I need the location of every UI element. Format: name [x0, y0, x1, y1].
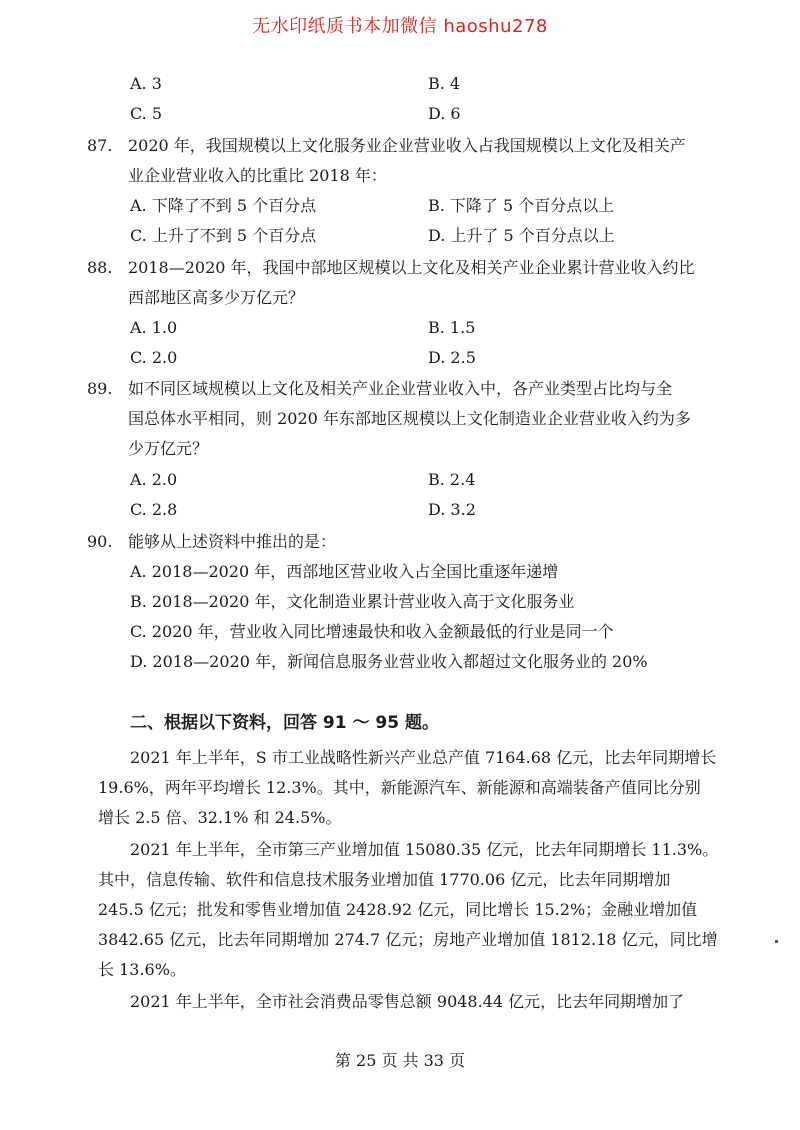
- para-3-line-1: 2021 年上半年，全市社会消费品零售总额 9048.44 亿元，比去年同期增加了: [130, 992, 685, 1011]
- q88-number: 88.: [87, 258, 113, 277]
- q88-option-b[interactable]: B. 1.5: [428, 318, 476, 337]
- q86-option-b[interactable]: B. 4: [428, 74, 461, 93]
- q89-number: 89.: [87, 379, 113, 398]
- q88-option-a[interactable]: A. 1.0: [130, 318, 178, 337]
- q89-option-d[interactable]: D. 3.2: [428, 500, 476, 519]
- watermark-text: 无水印纸质书本加微信 haoshu278: [252, 16, 548, 37]
- q88-stem-line-2: 西部地区高多少万亿元？: [128, 288, 305, 307]
- q90-stem-line-1: 能够从上述资料中推出的是：: [128, 532, 337, 551]
- q90-option-c[interactable]: C. 2020 年，营业收入同比增速最快和收入金额最低的行业是同一个: [130, 622, 614, 641]
- q89-option-b[interactable]: B. 2.4: [428, 470, 476, 489]
- para-1-line-1: 2021 年上半年，S 市工业战略性新兴产业总产值 7164.68 亿元，比去年同期增长: [130, 748, 717, 767]
- para-1-line-2: 19.6%，两年平均增长 12.3%。其中，新能源汽车、新能源和高端装备产值同比分别: [98, 778, 701, 797]
- q87-stem-line-1: 2020 年，我国规模以上文化服务业企业营业收入占我国规模以上文化及相关产: [128, 136, 686, 155]
- q88-option-c[interactable]: C. 2.0: [130, 348, 178, 367]
- para-2-line-4: 3842.65 亿元，比去年同期增加 274.7 亿元；房地产业增加值 1812.18 亿元，同比增: [98, 930, 718, 949]
- q87-option-c[interactable]: C. 上升了不到 5 个百分点: [130, 226, 317, 245]
- q90-option-d[interactable]: D. 2018—2020 年，新闻信息服务业营业收入都超过文化服务业的 20%: [130, 652, 648, 671]
- para-1-line-3: 增长 2.5 倍、32.1% 和 24.5%。: [98, 808, 342, 827]
- q87-number: 87.: [87, 136, 113, 155]
- q89-stem-line-3: 少万亿元？: [128, 439, 209, 458]
- q88-option-d[interactable]: D. 2.5: [428, 348, 476, 367]
- q90-number: 90.: [87, 532, 113, 551]
- q89-stem-line-2: 国总体水平相同，则 2020 年东部地区规模以上文化制造业企业营业收入约为多: [128, 409, 691, 428]
- scan-speck: [775, 940, 778, 943]
- page-footer: 第 25 页 共 33 页: [334, 1051, 466, 1070]
- para-2-line-1: 2021 年上半年，全市第三产业增加值 15080.35 亿元，比去年同期增长 11.3%。: [130, 840, 719, 859]
- q87-option-d[interactable]: D. 上升了 5 个百分点以上: [428, 226, 615, 245]
- q90-option-b[interactable]: B. 2018—2020 年，文化制造业累计营业收入高于文化服务业: [130, 592, 575, 611]
- para-2-line-2: 其中，信息传输、软件和信息技术服务业增加值 1770.06 亿元，比去年同期增加: [98, 870, 671, 889]
- para-2-line-5: 长 13.6%。: [98, 960, 186, 979]
- q86-option-a[interactable]: A. 3: [130, 74, 162, 93]
- q86-option-d[interactable]: D. 6: [428, 104, 461, 123]
- q87-stem-line-2: 业企业营业收入的比重比 2018 年：: [128, 166, 387, 185]
- q88-stem-line-1: 2018—2020 年，我国中部地区规模以上文化及相关产业企业累计营业收入约比: [128, 258, 695, 277]
- q89-option-c[interactable]: C. 2.8: [130, 500, 178, 519]
- q90-option-a[interactable]: A. 2018—2020 年，西部地区营业收入占全国比重逐年递增: [130, 562, 559, 581]
- section-2-title: 二、根据以下资料，回答 91 ～ 95 题。: [130, 713, 439, 733]
- para-2-line-3: 245.5 亿元；批发和零售业增加值 2428.92 亿元，同比增长 15.2%；金融业增加值: [98, 900, 698, 919]
- q86-option-c[interactable]: C. 5: [130, 104, 163, 123]
- q89-stem-line-1: 如不同区域规模以上文化及相关产业企业营业收入中，各产业类型占比均与全: [128, 379, 673, 398]
- q89-option-a[interactable]: A. 2.0: [130, 470, 178, 489]
- q87-option-a[interactable]: A. 下降了不到 5 个百分点: [130, 196, 317, 215]
- q87-option-b[interactable]: B. 下降了 5 个百分点以上: [428, 196, 615, 215]
